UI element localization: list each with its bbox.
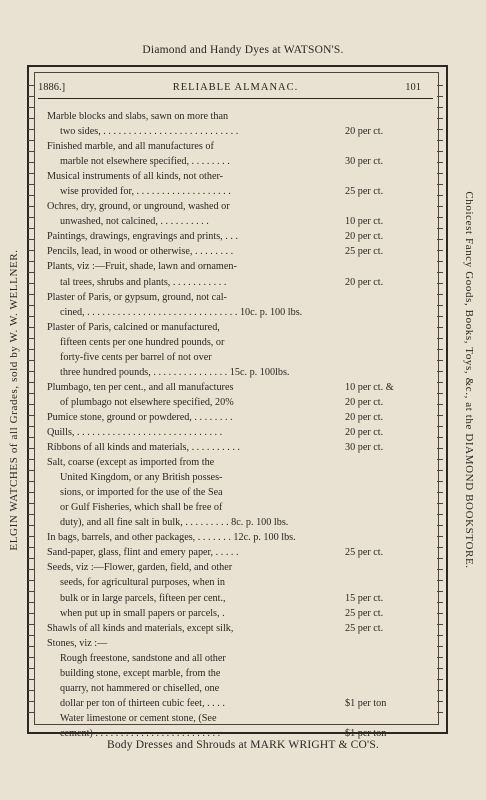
running-header [38,80,433,99]
right-advertisement: Choicest Fancy Goods, Books, Toys, &c., at the DIAMOND BOOKSTORE. [463,191,475,569]
tariff-line [47,214,413,229]
tariff-list [47,109,413,741]
tariff-item-text: Pumice stone, ground or powdered, . . . . . . . . [47,411,233,423]
tariff-line [47,455,413,470]
tariff-item-text: sions, or imported for the use of the Sea [60,487,223,499]
tariff-line [47,320,413,335]
tariff-line [47,470,413,485]
tariff-line [47,515,413,530]
tariff-line [47,229,413,244]
tariff-item-text: Sand-paper, glass, flint and emery paper, . . . . . [47,547,239,559]
tariff-item-text: two sides, . . . . . . . . . . . . . . . . . . . . . . . . . . . [60,126,239,138]
tariff-item-text: fifteen cents per one hundred pounds, or [60,336,225,348]
bottom-advertisement: Body Dresses and Shrouds at MARK WRIGHT & CO'S. [106,739,380,751]
tariff-item-text: Ribbons of all kinds and materials, . . . . . . . . . . [47,442,240,454]
tariff-rate: 20 per ct. [345,126,384,138]
tariff-item-text: Musical instruments of all kinds, not other- [47,171,224,183]
tariff-line [47,184,413,199]
tariff-item-text: United Kingdom, or any British posses- [60,472,223,484]
tariff-line [47,290,413,305]
tariff-line [47,124,413,139]
page-number: 101 [405,82,421,93]
tariff-item-text: quarry, not hammered or chiselled, one [60,682,220,694]
tariff-line [47,621,413,636]
tariff-item-text: seeds, for agricultural purposes, when in [60,577,225,589]
tariff-line [47,169,413,184]
tariff-rate: 10 per ct. [345,216,384,228]
tariff-item-text: bulk or in large parcels, fifteen per cent., [60,592,226,604]
tariff-item-text: Shawls of all kinds and materials, except silk, [47,622,234,634]
tariff-line [47,545,413,560]
tariff-line [47,500,413,515]
tariff-line [47,560,413,575]
tariff-line [47,350,413,365]
tariff-line [47,154,413,169]
tariff-line [47,575,413,590]
tariff-line [47,425,413,440]
tariff-line [47,139,413,154]
tariff-line [47,365,413,380]
tariff-rate: 25 per ct. [345,186,384,198]
tariff-rate: 30 per ct. [345,442,384,454]
tariff-item-text: Seeds, viz :—Flower, garden, field, and other [47,562,233,574]
tariff-rate: 15 per ct. [345,592,384,604]
tariff-item-text: duty), and all fine salt in bulk, . . . . . . . . . 8c. p. 100 lbs. [60,517,289,529]
tariff-line [47,305,413,320]
tariff-line [47,440,413,455]
tariff-line [47,606,413,621]
tariff-line [47,109,413,124]
tariff-line [47,259,413,274]
tariff-item-text: cined, . . . . . . . . . . . . . . . . . . . . . . . . . . . . . . 10c. p. 100 lbs. [60,306,303,318]
tariff-item-text: Salt, coarse (except as imported from the [47,457,215,469]
tariff-line [47,681,413,696]
left-advertisement: ELGIN WATCHES of all Grades, sold by W. W. WELLNER. [8,249,20,551]
tariff-line [47,591,413,606]
tariff-item-text: Water limestone or cement stone, (See [60,712,217,724]
tariff-rate: 25 per ct. [345,622,384,634]
tariff-item-text: Finished marble, and all manufactures of [47,141,214,153]
tariff-rate: 20 per ct. [345,231,384,243]
left-ornament-border [28,80,34,720]
tariff-line [47,410,413,425]
tariff-item-text: Plumbago, ten per cent., and all manufactures [47,381,234,393]
tariff-rate: 25 per ct. [345,246,384,258]
tariff-item-text: three hundred pounds, . . . . . . . . . . . . . . . 15c. p. 100lbs. [60,366,290,378]
tariff-line [47,651,413,666]
tariff-item-text: In bags, barrels, and other packages, . . . . . . . 12c. p. 100 lbs. [47,532,296,544]
tariff-item-text: Pencils, lead, in wood or otherwise, . . . . . . . . [47,246,234,258]
tariff-rate: 30 per ct. [345,156,384,168]
tariff-line [47,244,413,259]
tariff-rate: 20 per ct. [345,276,384,288]
tariff-rate: 25 per ct. [345,547,384,559]
tariff-rate: 20 per ct. [345,426,384,438]
tariff-rate: 20 per ct. [345,396,384,408]
tariff-item-text: dollar per ton of thirteen cubic feet, . . . . [60,697,225,709]
tariff-line [47,666,413,681]
header-title: RELIABLE ALMANAC. [172,82,299,93]
tariff-item-text: Paintings, drawings, engravings and prints, . . . [47,231,238,243]
tariff-item-text: of plumbago not elsewhere specified, 20% [60,396,234,408]
tariff-line [47,335,413,350]
tariff-item-text: cement) . . . . . . . . . . . . . . . . . . . . . . . . . [60,727,221,739]
tariff-rate: 25 per ct. [345,607,384,619]
tariff-item-text: Quills, . . . . . . . . . . . . . . . . . . . . . . . . . . . . . [47,426,223,438]
tariff-rate: $1 per ton [345,727,387,739]
tariff-rate: $1 per ton [345,697,387,709]
tariff-item-text: tal trees, shrubs and plants, . . . . . . . . . . . [60,276,227,288]
tariff-item-text: wise provided for, . . . . . . . . . . . . . . . . . . . [60,186,231,198]
tariff-item-text: or Gulf Fisheries, which shall be free of [60,502,223,514]
tariff-item-text: when put up in small papers or parcels, . [60,607,225,619]
top-advertisement: Diamond and Handy Dyes at WATSON'S. [142,44,344,56]
tariff-item-text: Plants, viz :—Fruit, shade, lawn and ornamen- [47,261,237,273]
header-year: 1886.] [38,82,66,93]
tariff-item-text: Rough freestone, sandstone and all other [60,652,226,664]
tariff-item-text: Ochres, dry, ground, or unground, washed or [47,201,230,213]
tariff-item-text: Plaster of Paris, or gypsum, ground, not cal- [47,291,227,303]
tariff-item-text: Plaster of Paris, calcined or manufactured, [47,321,220,333]
tariff-line [47,711,413,726]
tariff-rate: 10 per ct. & [345,381,394,393]
tariff-item-text: unwashed, not calcined, . . . . . . . . . . [60,216,209,228]
tariff-line [47,485,413,500]
tariff-line [47,199,413,214]
tariff-line [47,636,413,651]
tariff-item-text: forty-five cents per barrel of not over [60,351,212,363]
tariff-line [47,275,413,290]
tariff-line [47,530,413,545]
tariff-item-text: Marble blocks and slabs, sawn on more than [47,111,229,122]
tariff-line [47,395,413,410]
tariff-item-text: Stones, viz :— [47,637,108,649]
tariff-item-text: building stone, except marble, from the [60,667,221,679]
tariff-rate: 20 per ct. [345,411,384,423]
right-ornament-border [437,80,443,720]
tariff-line [47,380,413,395]
tariff-item-text: marble not elsewhere specified, . . . . . . . . [60,156,230,168]
tariff-line [47,696,413,711]
